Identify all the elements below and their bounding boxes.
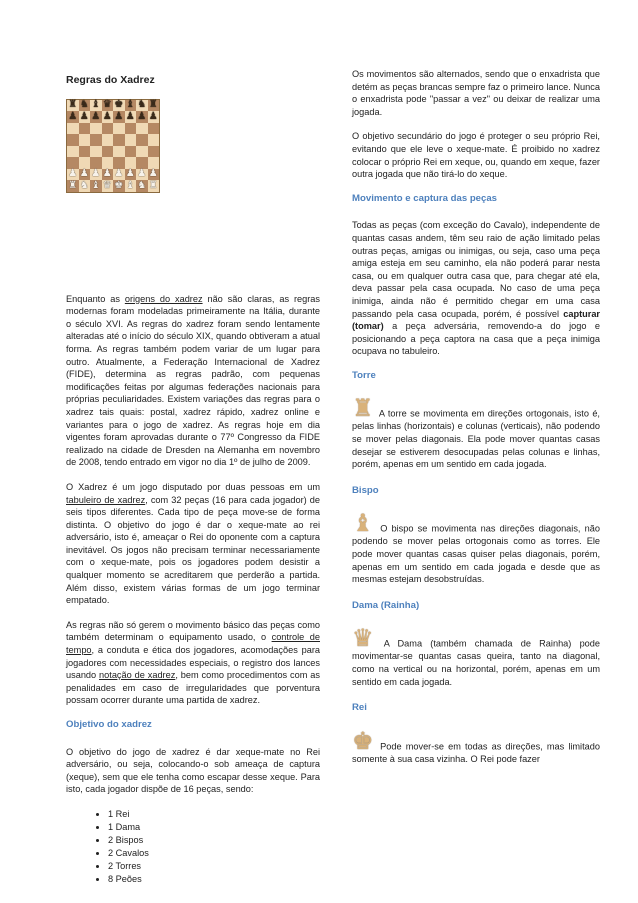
board-square	[136, 146, 148, 158]
board-square	[148, 111, 160, 123]
board-square	[90, 157, 102, 169]
rook-icon: ♜	[352, 394, 374, 423]
list-item: • 2 Torres	[108, 860, 320, 873]
board-square	[148, 100, 160, 112]
board-square	[136, 134, 148, 146]
heading-bispo: Bispo	[352, 484, 379, 496]
board-square	[67, 123, 79, 135]
notacao-de-xadrez-link[interactable]: notação de xadrez	[99, 670, 176, 681]
list-item: • 1 Dama	[108, 821, 320, 834]
board-square	[136, 169, 148, 181]
board-square	[136, 157, 148, 169]
board-square	[148, 180, 160, 192]
paragraph-secondary-objective: O objetivo secundário do jogo é proteger o seu próprio Rei, evitando que ele leve o xeque-mate. É proibido no xadrez colocar o próprio Rei em xeque, ou, quando em xeque, fazer outra jogada que não tirá-lo do xeque.	[352, 131, 600, 180]
paragraph-game-description: O Xadrez é um jogo disputado por duas pessoas em um tabuleiro de xadrez, com 32 peças (16 para cada jogador) de seis tipos diferentes. Cada tipo de peça move-se de forma distinta. O objetivo do jogo é dar o xeque-mate ao rei adversário, isto é, ameaçar o Rei do oponente com a captura inevitável. Os jogos não precisam terminar necessariamente com o xeque-mate, pois os jogadores podem desistir a qualquer momento se acreditarem que perderão a partida. Além disso, existem várias formas de um jogo terminar empatado.	[66, 481, 320, 606]
board-piece-icon: ♟	[137, 168, 147, 180]
board-square	[125, 100, 137, 112]
board-piece-icon: ♟	[102, 110, 112, 122]
board-square	[79, 100, 91, 112]
heading-movimento: Movimento e captura das peças	[352, 192, 498, 204]
board-piece-icon: ♞	[137, 99, 147, 111]
board-square	[90, 123, 102, 135]
left-column	[66, 68, 320, 885]
board-piece-icon: ♞	[79, 179, 89, 191]
paragraph-turns: Os movimentos são alternados, sendo que o enxadrista que detém as peças brancas sempre faz o primeiro lance. Nunca o enxadrista pode "passar a vez" ou deixar de realizar uma jogada.	[352, 69, 600, 117]
board-piece-icon: ♞	[137, 179, 147, 191]
board-square	[125, 123, 137, 135]
board-piece-icon: ♟	[114, 110, 124, 122]
board-piece-icon: ♟	[91, 168, 101, 180]
board-piece-icon: ♟	[137, 110, 147, 122]
board-piece-icon: ♝	[125, 99, 135, 111]
board-square	[113, 123, 125, 135]
board-square	[125, 111, 137, 123]
board-piece-icon: ♚	[114, 179, 124, 191]
board-piece-icon: ♝	[91, 99, 101, 111]
board-square	[67, 146, 79, 158]
board-piece-icon: ♟	[79, 168, 89, 180]
paragraph-objective: O objetivo do jogo de xadrez é dar xeque-mate no Rei adversário, ou seja, colocando-o sob ameaça de captura (xeque), sem que ele tenha como escapar desse xeque. Para isto, cada jogador dispõe de 16 peças, sendo:	[66, 746, 320, 795]
board-square	[79, 169, 91, 181]
paragraph-torre: ♜ A torre se movimenta em direções ortogonais, isto é, pelas linhas (horizontais) e colunas (verticais), não podendo se mover pelas diagonais. Ela pode mover quantas casas desejar se estiverem desocupadas pelas colunas e linhas, porém, apenas em um sentido em cada jogada.	[352, 394, 600, 470]
board-square	[102, 157, 114, 169]
board-square	[102, 100, 114, 112]
board-square	[136, 123, 148, 135]
paragraph-rules-scope: As regras não só gerem o movimento básico das peças como também determinam o equipamento usado, o controle de tempo, a conduta e ética dos jogadores, acomodações para jogadores com necessidades especiais, o registro dos lances usando notação de xadrez, bem como procedimentos com as penalidades em caso de irregularidades que porventura possam ocorrer durante uma partida de xadrez.	[66, 619, 320, 706]
board-piece-icon: ♞	[79, 99, 89, 111]
board-square	[102, 146, 114, 158]
board-square	[90, 111, 102, 123]
pieces-list	[66, 808, 320, 885]
board-square	[102, 134, 114, 146]
board-square	[113, 134, 125, 146]
board-square	[113, 180, 125, 192]
board-square	[136, 100, 148, 112]
list-item: • 2 Cavalos	[108, 847, 320, 860]
board-piece-icon: ♜	[68, 179, 78, 191]
board-piece-icon: ♟	[125, 110, 135, 122]
list-item: • 1 Rei	[108, 808, 320, 821]
board-piece-icon: ♟	[102, 168, 112, 180]
paragraph-movement: Todas as peças (com exceção do Cavalo), independente de quantas casas andem, têm seu raio de ação limitado pelas outras peças, amigas ou inimigas, ou seja, caso uma peça amiga esteja em seu caminho, ela não poderá parar nesta casa, ou em qualquer outra casa que, para chegar até ela, deva passar pela casa ocupada. No caso de uma peça inimiga, ainda não é permitido chegar em uma casa passando pela casa ocupada, porém, é possível capturar (tomar) a peça adversária, removendo-a do jogo e posicionando a peça captora na casa que a peça inimiga ocupava no tabuleiro.	[352, 220, 600, 357]
board-piece-icon: ♟	[148, 168, 158, 180]
board-square	[148, 157, 160, 169]
board-square	[136, 180, 148, 192]
king-icon: ♚	[352, 726, 374, 755]
board-square	[148, 146, 160, 158]
heading-rei: Rei	[352, 702, 367, 714]
board-square	[90, 146, 102, 158]
board-square	[67, 134, 79, 146]
board-square	[113, 111, 125, 123]
controle-de-tempo-link[interactable]: controle de tempo	[66, 632, 320, 656]
board-piece-icon: ♜	[68, 99, 78, 111]
board-square	[102, 111, 114, 123]
board-square	[67, 157, 79, 169]
board-square	[113, 146, 125, 158]
right-column	[352, 68, 600, 779]
paragraph-dama: ♛ A Dama (também chamada de Rainha) pode movimentar-se quantas casas queira, tanto na diagonal, como na vertical ou na horizontal, porém, apenas em um sentido em cada jogada.	[352, 624, 601, 687]
board-piece-icon: ♝	[91, 179, 101, 191]
board-square	[136, 111, 148, 123]
board-square	[113, 100, 125, 112]
board-square	[90, 180, 102, 192]
chessboard-image	[66, 99, 160, 193]
list-item: • 2 Bispos	[108, 834, 320, 847]
board-square	[79, 111, 91, 123]
board-square	[148, 134, 160, 146]
board-square	[79, 157, 91, 169]
origens-link[interactable]: origens do xadrez	[124, 293, 203, 304]
board-square	[102, 180, 114, 192]
board-square	[102, 123, 114, 135]
board-square	[67, 111, 79, 123]
board-piece-icon: ♝	[125, 179, 135, 191]
paragraph-bispo: ♝ O bispo se movimenta nas direções diagonais, não podendo se mover pelas ortogonais como as torres. Ele pode mover quantas casas quiser pelas diagonais, porém, apenas em um sentido em cada jogada e desde que as mesmas estejam desobstruídas.	[352, 509, 600, 585]
board-piece-icon: ♟	[91, 110, 101, 122]
board-square	[125, 146, 137, 158]
heading-torre: Torre	[352, 369, 376, 381]
board-square	[102, 169, 114, 181]
board-piece-icon: ♚	[114, 99, 124, 111]
paragraph-origins: Enquanto as origens do xadrez não são claras, as regras modernas foram modeladas primeiramente na Itália, durante o século XVI. As regras do xadrez foram sendo lentamente alteradas até o início do século XIX, quando obtiveram a atual forma. As regras também podem variar de um lugar para outro. Atualmente, a Federação Internacional de Xadrez (FIDE), determina as regras padrão, com pequenas modificações feitas por algumas federações nacionais para próprias peculiaridades. Existem variações das regras para o xadrez tais quais: postal, xadrez rápido, xadrez online e variantes para o jogo de xadrez. As regras hoje em dia vigentes foram aprovadas durante o 77º Congresso da FIDE realizado na cidade de Dresden na Alemanha em novembro de 2008, tendo entrado em vigor no dia 1º de julho de 2009.	[66, 293, 320, 468]
board-square	[67, 180, 79, 192]
board-square	[113, 157, 125, 169]
bishop-icon: ♝	[352, 509, 374, 538]
board-square	[148, 123, 160, 135]
board-piece-icon: ♟	[148, 110, 158, 122]
list-item: • 8 Peões	[108, 873, 320, 886]
board-piece-icon: ♜	[148, 179, 158, 191]
document-title: Regras do Xadrez	[66, 74, 155, 86]
heading-dama: Dama (Rainha)	[352, 599, 420, 611]
board-square	[67, 169, 79, 181]
board-piece-icon: ♜	[148, 99, 158, 111]
heading-objetivo: Objetivo do xadrez	[66, 719, 152, 730]
board-piece-icon: ♟	[125, 168, 135, 180]
board-square	[79, 180, 91, 192]
board-square	[79, 123, 91, 135]
queen-icon: ♛	[352, 624, 374, 653]
board-piece-icon: ♟	[68, 168, 78, 180]
board-piece-icon: ♟	[79, 110, 89, 122]
board-square	[90, 169, 102, 181]
board-piece-icon: ♟	[68, 110, 78, 122]
board-square	[90, 134, 102, 146]
board-piece-icon: ♟	[114, 168, 124, 180]
board-square	[125, 157, 137, 169]
paragraph-rei: ♚ Pode mover-se em todas as direções, mas limitado somente à sua casa vizinha. O Rei pode fazer	[352, 726, 600, 764]
board-square	[125, 180, 137, 192]
board-square	[148, 169, 160, 181]
board-square	[67, 100, 79, 112]
board-square	[125, 134, 137, 146]
board-square	[125, 169, 137, 181]
capturar-bold: capturar (tomar)	[352, 308, 600, 332]
board-square	[79, 146, 91, 158]
board-piece-icon: ♛	[102, 99, 112, 111]
board-square	[90, 100, 102, 112]
board-square	[79, 134, 91, 146]
board-square	[113, 169, 125, 181]
board-piece-icon: ♛	[102, 179, 112, 191]
tabuleiro-link[interactable]: tabuleiro de xadrez	[66, 494, 146, 505]
